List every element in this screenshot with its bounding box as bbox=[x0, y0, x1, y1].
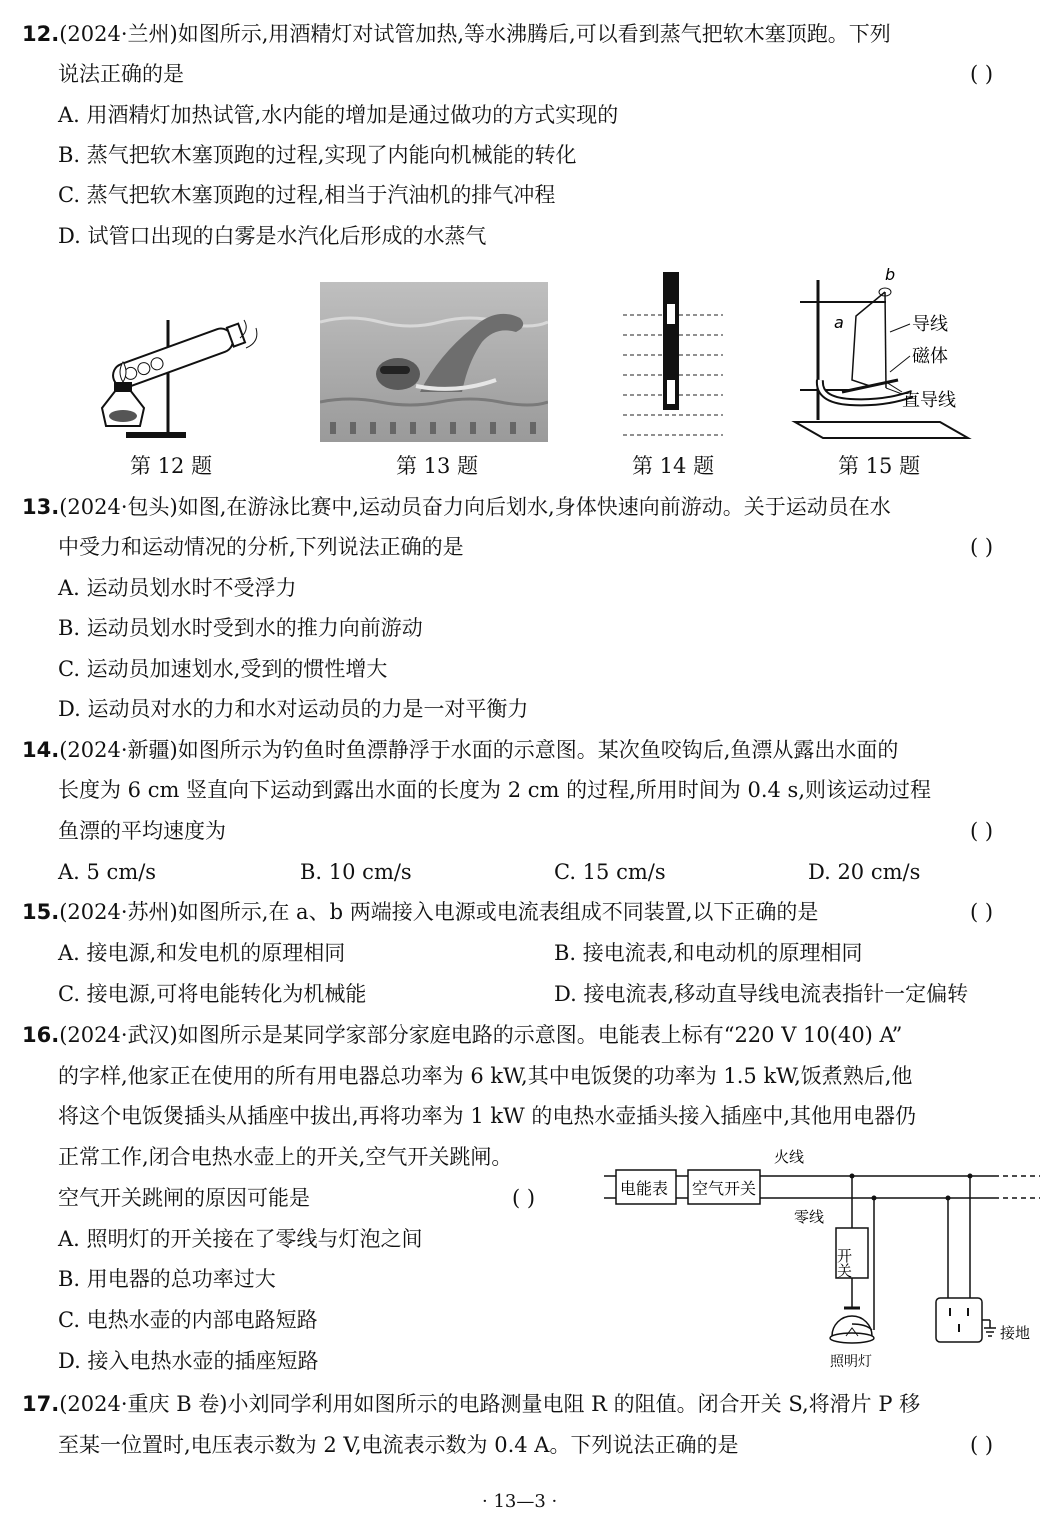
q14-option-c: C. 15 cm/s bbox=[554, 860, 666, 884]
caption-figure-13: 第 13 题 bbox=[396, 454, 479, 478]
q16-stem-text1: (2024·武汉)如图所示是某同学家部分家庭电路的示意图。电能表上标有“220 V 10(40) A” bbox=[59, 1023, 903, 1047]
q14-option-a: A. 5 cm/s bbox=[58, 860, 157, 884]
q13-stem-line1 bbox=[22, 493, 891, 521]
caption-figure-12: 第 12 题 bbox=[130, 454, 213, 478]
q14-stem-text1: (2024·新疆)如图所示为钓鱼时鱼漂静浮于水面的示意图。某次鱼咬钩后,鱼漂从露出水面的 bbox=[59, 738, 899, 762]
q15-stem-text1: (2024·苏州)如图所示,在 a、b 两端接入电源或电流表组成不同装置,以下正确的是 bbox=[59, 900, 819, 924]
q16-option-a: A. 照明灯的开关接在了零线与灯泡之间 bbox=[58, 1227, 423, 1251]
q15-option-b: B. 接电流表,和电动机的原理相同 bbox=[554, 941, 863, 965]
q15-answer-paren: ( ) bbox=[970, 900, 994, 924]
q17-stem-line1 bbox=[22, 1390, 920, 1418]
q15-number: 15. bbox=[22, 900, 60, 924]
fig15-label-wire: 导线 bbox=[912, 314, 948, 335]
q12-stem-text1: (2024·兰州)如图所示,用酒精灯对试管加热,等水沸腾后,可以看到蒸气把软木塞顶跑。下列 bbox=[59, 22, 891, 46]
q15-option-d: D. 接电流表,移动直导线电流表指针一定偏转 bbox=[554, 982, 969, 1006]
page-number: · 13—3 · bbox=[482, 1491, 558, 1512]
q17-number: 17. bbox=[22, 1392, 60, 1416]
q12-option-a: A. 用酒精灯加热试管,水内能的增加是通过做功的方式实现的 bbox=[58, 103, 619, 127]
q13-answer-paren: ( ) bbox=[970, 535, 994, 559]
q14-stem-line1 bbox=[22, 736, 898, 764]
q12-option-b: B. 蒸气把软木塞顶跑的过程,实现了内能向机械能的转化 bbox=[58, 143, 577, 167]
q12-stem-line2: 说法正确的是 bbox=[58, 62, 184, 86]
q15-stem-line1 bbox=[22, 898, 818, 926]
figure-14-fishing-float bbox=[618, 270, 728, 445]
q13-stem-text1: (2024·包头)如图,在游泳比赛中,运动员奋力向后划水,身体快速向前游动。关于运动员在水 bbox=[59, 495, 891, 519]
fig16-meter-label: 电能表 bbox=[620, 1179, 669, 1198]
q17-stem-text1: (2024·重庆 B 卷)小刘同学利用如图所示的电路测量电阻 R 的阻值。闭合开关 S,将滑片 P 移 bbox=[59, 1392, 921, 1416]
q12-option-c: C. 蒸气把软木塞顶跑的过程,相当于汽油机的排气冲程 bbox=[58, 183, 556, 207]
figure-15-magnet-apparatus bbox=[790, 262, 980, 447]
q13-stem-line2: 中受力和运动情况的分析,下列说法正确的是 bbox=[58, 535, 464, 559]
q15-option-a: A. 接电源,和发电机的原理相同 bbox=[58, 941, 346, 965]
q16-option-d: D. 接入电热水壶的插座短路 bbox=[58, 1349, 319, 1373]
fig16-neutral-label: 零线 bbox=[794, 1208, 825, 1226]
q16-option-c: C. 电热水壶的内部电路短路 bbox=[58, 1308, 318, 1332]
fig16-switch-label: 开关 bbox=[835, 1248, 853, 1278]
fig15-label-magnet: 磁体 bbox=[912, 346, 948, 367]
q16-stem-line1 bbox=[22, 1021, 902, 1049]
fig15-label-b: b bbox=[885, 265, 896, 284]
q13-option-d: D. 运动员对水的力和水对运动员的力是一对平衡力 bbox=[58, 697, 529, 721]
figure-16-household-circuit bbox=[604, 1140, 1044, 1372]
fig15-label-a: a bbox=[834, 313, 844, 332]
q13-option-b: B. 运动员划水时受到水的推力向前游动 bbox=[58, 616, 423, 640]
q12-stem-line1 bbox=[22, 20, 891, 48]
q16-stem-line3: 将这个电饭煲插头从插座中拔出,再将功率为 1 kW 的电热水壶插头接入插座中,其他用电器仍 bbox=[58, 1104, 917, 1128]
q12-option-d: D. 试管口出现的白雾是水汽化后形成的水蒸气 bbox=[58, 224, 487, 248]
q13-option-a: A. 运动员划水时不受浮力 bbox=[58, 576, 297, 600]
q14-option-b: B. 10 cm/s bbox=[300, 860, 412, 884]
q15-option-c: C. 接电源,可将电能转化为机械能 bbox=[58, 982, 367, 1006]
q13-number: 13. bbox=[22, 495, 60, 519]
q16-stem-line4: 正常工作,闭合电热水壶上的开关,空气开关跳闸。 bbox=[58, 1145, 513, 1169]
q16-number: 16. bbox=[22, 1023, 60, 1047]
caption-figure-14: 第 14 题 bbox=[632, 454, 715, 478]
figure-12-test-tube-heating bbox=[88, 308, 258, 443]
fig16-breaker-label: 空气开关 bbox=[692, 1179, 757, 1198]
q17-stem-line2: 至某一位置时,电压表示数为 2 V,电流表示数为 0.4 A。下列说法正确的是 bbox=[58, 1433, 739, 1457]
figure-13-swimmer-photo bbox=[320, 282, 548, 442]
q17-answer-paren: ( ) bbox=[970, 1433, 994, 1457]
q16-answer-paren: ( ) bbox=[512, 1186, 536, 1210]
q13-option-c: C. 运动员加速划水,受到的惯性增大 bbox=[58, 657, 388, 681]
q16-stem-line5: 空气开关跳闸的原因可能是 bbox=[58, 1186, 310, 1210]
caption-figure-15: 第 15 题 bbox=[838, 454, 921, 478]
q14-option-d: D. 20 cm/s bbox=[808, 860, 921, 884]
q16-stem-line2: 的字样,他家正在使用的所有用电器总功率为 6 kW,其中电饭煲的功率为 1.5 kW,饭煮熟后,他 bbox=[58, 1064, 913, 1088]
q14-stem-line3: 鱼漂的平均速度为 bbox=[58, 819, 226, 843]
fig16-lamp-label: 照明灯 bbox=[830, 1354, 872, 1370]
q16-option-b: B. 用电器的总功率过大 bbox=[58, 1267, 276, 1291]
q12-number: 12. bbox=[22, 22, 60, 46]
q12-answer-paren: ( ) bbox=[970, 62, 994, 86]
fig15-label-straight-wire: 直导线 bbox=[902, 390, 956, 411]
fig16-ground-label: 接地 bbox=[1000, 1324, 1031, 1342]
q14-stem-line2: 长度为 6 cm 竖直向下运动到露出水面的长度为 2 cm 的过程,所用时间为 0.4 s,则该运动过程 bbox=[58, 778, 931, 802]
q14-answer-paren: ( ) bbox=[970, 819, 994, 843]
fig16-live-label: 火线 bbox=[774, 1148, 805, 1166]
q14-number: 14. bbox=[22, 738, 60, 762]
